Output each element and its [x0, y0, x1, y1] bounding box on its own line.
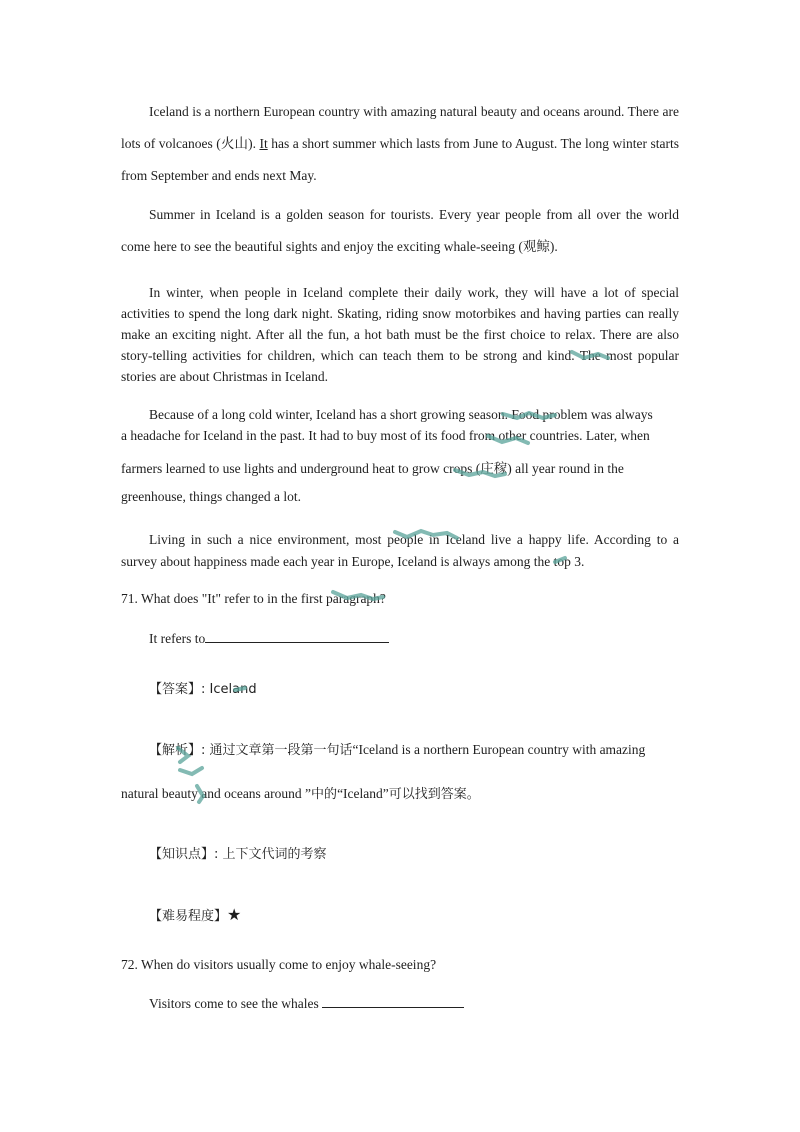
underlined-it: It [259, 136, 268, 151]
difficulty-label: 【难易程度】 [149, 909, 228, 924]
analysis-line-2 [121, 784, 480, 805]
paragraph-4 [121, 404, 679, 509]
paragraph-4-line-1 [121, 404, 679, 425]
paragraph-1 [121, 96, 679, 192]
analysis-quote-c: “Iceland” [337, 786, 389, 801]
analysis-quote-b: natural beauty and oceans around ” [121, 786, 312, 801]
paragraph-4-line-1-text: Because of a long cold winter, Iceland has a short growing season. Food problem was always [149, 407, 653, 422]
analysis-quote-a: “Iceland is a northern European country with amazing [352, 742, 646, 757]
answer-label: 【答案】: [149, 682, 210, 697]
difficulty [149, 905, 241, 927]
analysis-label: 【解析】: [149, 743, 210, 758]
paragraph-1-text-b: has a short summer which lasts from June to August. The long winter starts from September and ends next May. [121, 136, 679, 183]
answer-71 [149, 680, 257, 700]
answer-value: Iceland [209, 682, 257, 697]
question-71: 71. What does "It" refer to in the first paragraph? [121, 591, 386, 606]
answer-71-blank[interactable] [205, 641, 389, 643]
answer-line-71 [149, 629, 389, 649]
paragraph-5 [121, 529, 679, 573]
answer-line-72 [149, 994, 464, 1014]
paragraph-3-text: In winter, when people in Iceland complete their daily work, they will have a lot of special activities to spend the long dark night. Skating, riding snow motorbikes and having parties can really make an exciting night. After all the fun, a hot bath must be the first choice to relax. There are also story-telling activities for children, which can teach them to be strong and kind. The most popular stories are about Christmas in Iceland. [121, 285, 679, 384]
difficulty-star-icon: ★ [227, 905, 242, 924]
answer-72-prompt: Visitors come to see the whales [149, 996, 323, 1011]
analysis-text-cn2: 中的 [311, 787, 338, 802]
paragraph-1-text-a: Iceland is a northern European country with amazing natural beauty and oceans around. There are lots of volcanoes (火山). [121, 104, 679, 151]
analysis-line-1 [149, 740, 645, 761]
paragraph-5-text: Living in such a nice environment, most people in Iceland live a happy life. According to a survey about happiness made each year in Europe, Iceland is always among the top 3. [121, 532, 679, 569]
analysis-text-cn3: 可以找到答案。 [388, 787, 480, 802]
question-72: 72. When do visitors usually come to enjoy whale-seeing? [121, 957, 437, 972]
knowledge-value: 上下文代词的考察 [222, 847, 327, 862]
answer-71-prompt: It refers to [149, 631, 206, 646]
analysis-text-cn1: 通过文章第一段第一句话 [209, 743, 353, 758]
paragraph-2-text: Summer in Iceland is a golden season for tourists. Every year people from all over the world come here to see the beautiful sights and enjoy the exciting whale-seeing (观鲸). [121, 207, 679, 254]
answer-72-blank[interactable] [322, 1006, 464, 1008]
paragraph-4-line-4: greenhouse, things changed a lot. [121, 489, 301, 504]
paragraph-2 [121, 199, 679, 263]
paragraph-4-line-2: a headache for Iceland in the past. It had to buy most of its food from other countries. Later, when [121, 428, 650, 443]
knowledge-label: 【知识点】: [149, 847, 223, 862]
knowledge-point [149, 845, 327, 865]
paragraph-4-line-3: farmers learned to use lights and underground heat to grow crops (庄稼) all year round in the [121, 461, 624, 476]
paragraph-3 [121, 282, 679, 387]
